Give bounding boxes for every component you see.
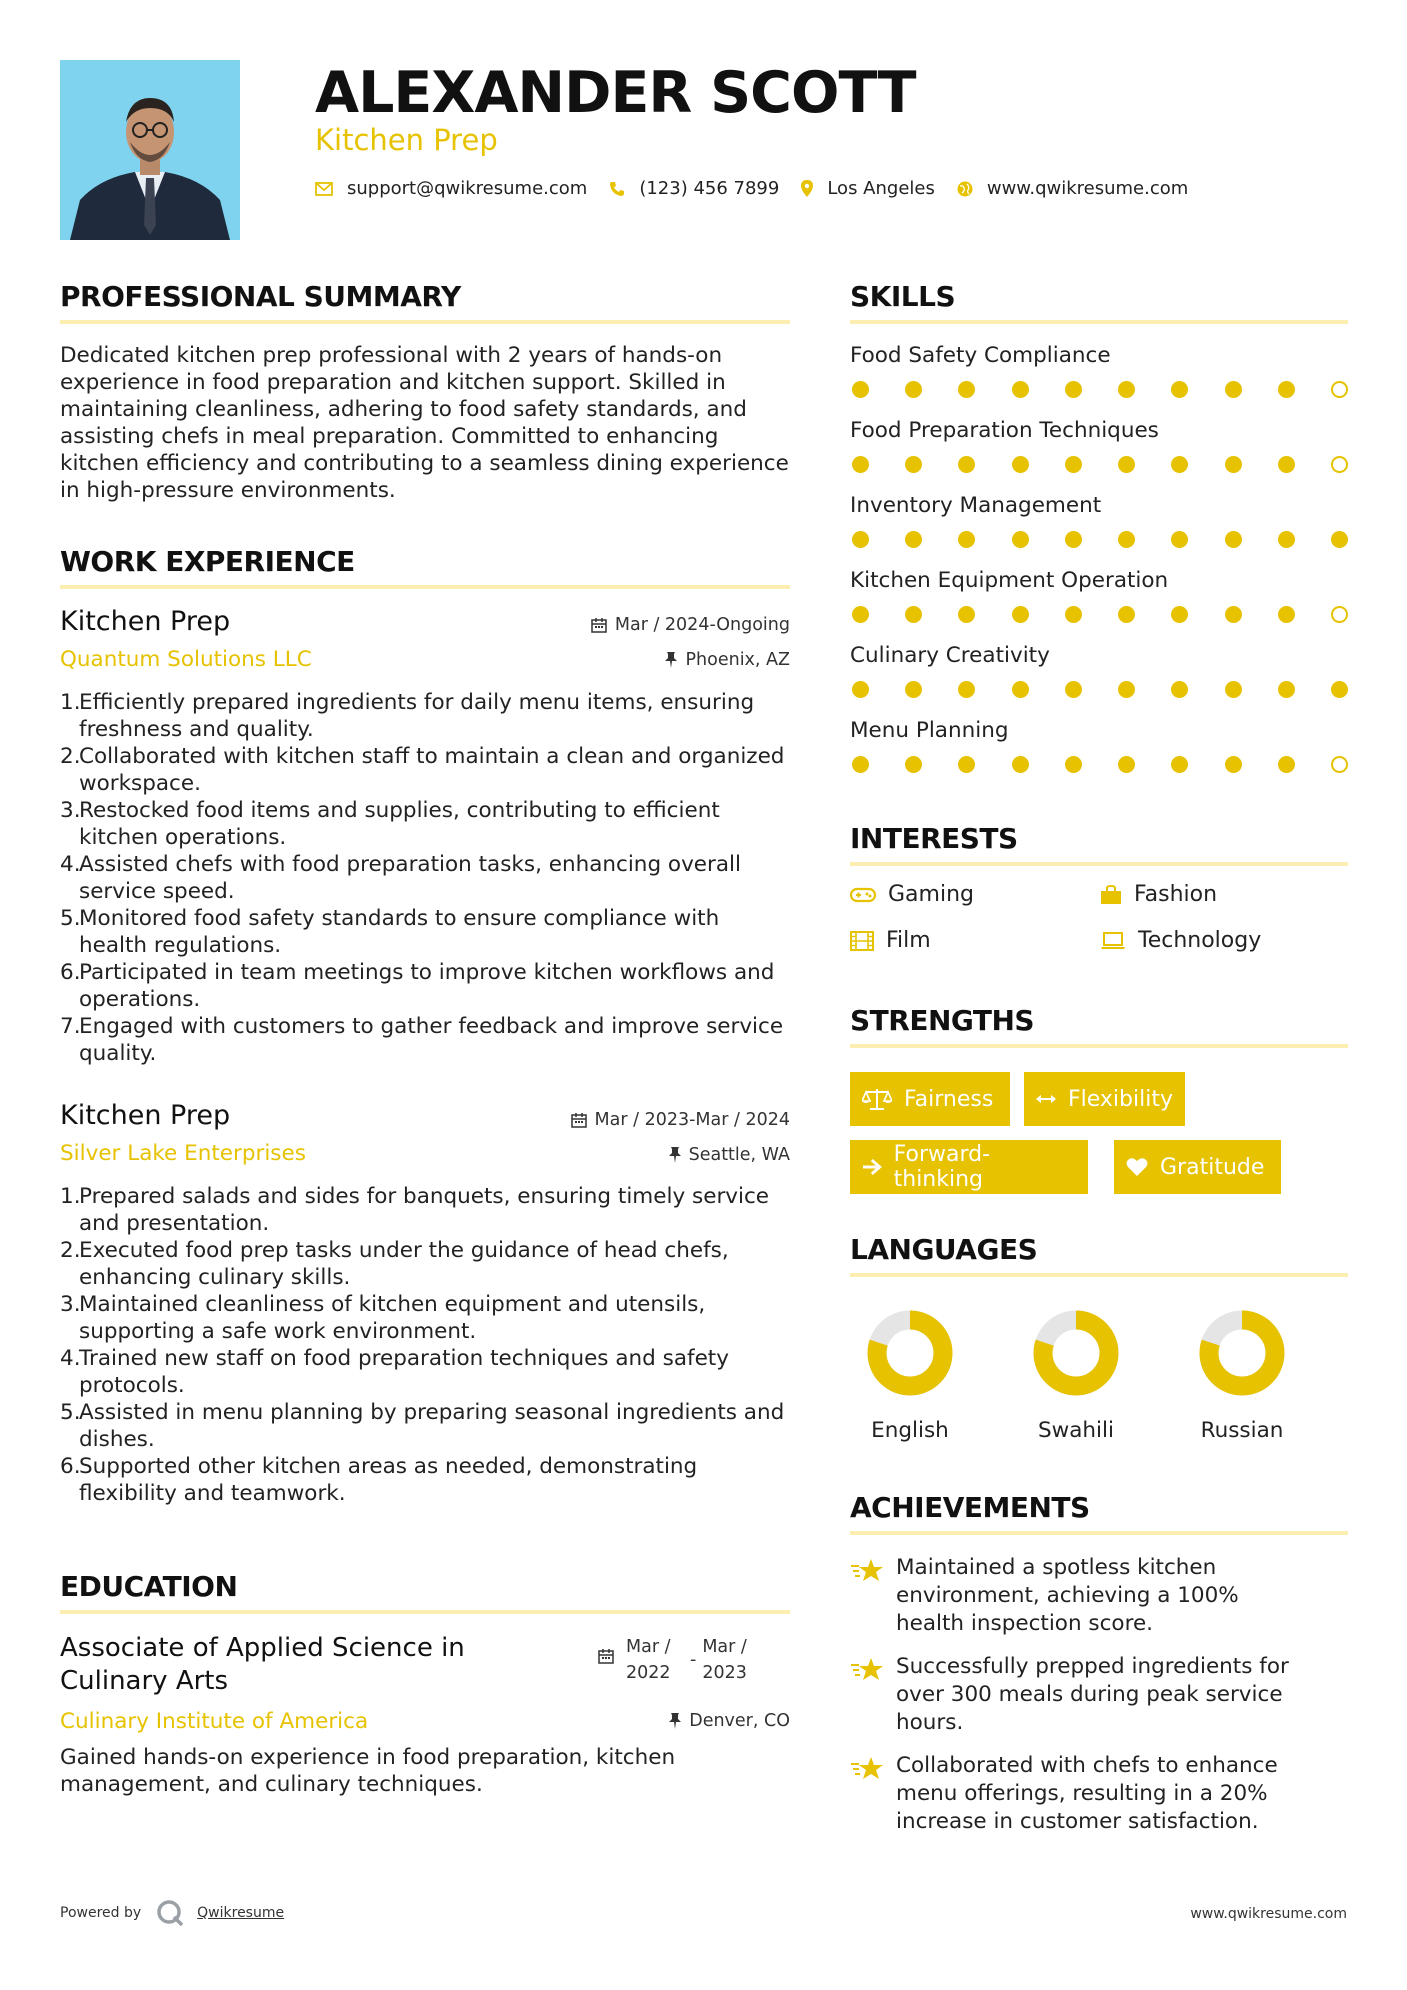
job-2-company: Silver Lake Enterprises bbox=[60, 1141, 306, 1166]
skills-heading: SKILLS bbox=[850, 280, 956, 313]
rating-dot-empty bbox=[1331, 381, 1348, 398]
rating-dot-filled bbox=[1065, 756, 1082, 773]
rating-dot-empty bbox=[1331, 456, 1348, 473]
footer-powered-by bbox=[60, 1898, 284, 1928]
rating-dot-filled bbox=[905, 381, 922, 398]
rating-dot-filled bbox=[905, 531, 922, 548]
interest-item bbox=[1100, 928, 1261, 953]
calendar-icon bbox=[598, 1648, 614, 1664]
strength-badge bbox=[1024, 1072, 1185, 1126]
location-text: Los Angeles bbox=[827, 178, 935, 199]
interests-heading: INTERESTS bbox=[850, 822, 1018, 855]
rating-dot-filled bbox=[1171, 381, 1188, 398]
rating-dot-filled bbox=[1225, 681, 1242, 698]
strength-label: Fairness bbox=[904, 1086, 994, 1112]
job-2-date bbox=[450, 1110, 790, 1130]
pushpin-icon bbox=[665, 652, 677, 668]
rating-dot-filled bbox=[1225, 756, 1242, 773]
rating-dot-filled bbox=[1331, 681, 1348, 698]
list-item: Efficiently prepared ingredients for daily menu items, ensuring freshness and quality. bbox=[79, 690, 755, 742]
candidate-name: ALEXANDER SCOTT bbox=[315, 60, 916, 126]
job-1-date-text: Mar / 2024-Ongoing bbox=[614, 615, 790, 635]
interests-rule bbox=[850, 862, 1348, 866]
rating-dot-filled bbox=[1118, 756, 1135, 773]
qwikresume-link[interactable]: Qwikresume bbox=[197, 1905, 285, 1921]
rating-dot-filled bbox=[1225, 531, 1242, 548]
strength-badge bbox=[850, 1140, 1088, 1194]
rating-dot-filled bbox=[852, 756, 869, 773]
film-icon bbox=[850, 931, 874, 951]
education-description: Gained hands-on experience in food preparation, kitchen management, and culinary techniques. bbox=[60, 1745, 676, 1797]
rating-dot-filled bbox=[1225, 456, 1242, 473]
list-item: Assisted in menu planning by preparing seasonal ingredients and dishes. bbox=[79, 1400, 785, 1452]
website-text: www.qwikresume.com bbox=[986, 178, 1189, 199]
skill-rating bbox=[852, 531, 1348, 548]
list-item: Maintained cleanliness of kitchen equipment and utensils, supporting a safe work environment. bbox=[79, 1292, 706, 1344]
achievement-item bbox=[850, 1752, 1310, 1836]
rating-dot-filled bbox=[1171, 756, 1188, 773]
list-item: Monitored food safety standards to ensure compliance with health regulations. bbox=[79, 906, 720, 958]
rating-dot-filled bbox=[1012, 681, 1029, 698]
arrow-right-icon bbox=[862, 1158, 882, 1176]
rating-dot-filled bbox=[958, 531, 975, 548]
skill-rating bbox=[852, 681, 1348, 698]
language-item bbox=[1182, 1310, 1302, 1443]
footer-url[interactable]: www.qwikresume.com bbox=[1190, 1906, 1347, 1922]
rating-dot-filled bbox=[1012, 606, 1029, 623]
list-item: Restocked food items and supplies, contributing to efficient kitchen operations. bbox=[79, 798, 720, 850]
rating-dot-filled bbox=[1278, 681, 1295, 698]
rating-dot-filled bbox=[1118, 681, 1135, 698]
rating-dot-filled bbox=[1331, 531, 1348, 548]
achievements-rule bbox=[850, 1531, 1348, 1535]
job-2-bullets bbox=[60, 1183, 790, 1507]
achievement-text: Maintained a spotless kitchen environment, achieving a 100% health inspection score. bbox=[896, 1555, 1239, 1636]
rating-dot-filled bbox=[1278, 756, 1295, 773]
strength-label: Gratitude bbox=[1160, 1154, 1265, 1180]
strength-badge bbox=[1114, 1140, 1281, 1194]
date-separator: - bbox=[690, 1650, 697, 1670]
language-donut bbox=[1199, 1310, 1285, 1396]
rating-dot-filled bbox=[1278, 606, 1295, 623]
work-rule bbox=[60, 585, 790, 589]
interest-label: Technology bbox=[1138, 928, 1262, 953]
education-location-text: Denver, CO bbox=[689, 1711, 790, 1731]
phone-icon bbox=[609, 181, 625, 197]
summary-heading: PROFESSIONAL SUMMARY bbox=[60, 280, 461, 313]
work-heading: WORK EXPERIENCE bbox=[60, 545, 355, 578]
rating-dot-filled bbox=[1171, 531, 1188, 548]
education-degree: Associate of Applied Science in Culinary Arts bbox=[60, 1633, 465, 1696]
contact-location bbox=[801, 178, 935, 199]
globe-icon bbox=[957, 181, 973, 197]
summary-text: Dedicated kitchen prep professional with 2 years of hands-on experience in food preparation and kitchen support. Skilled in maintaining cleanliness, adhering to food safety standards, and assisting chefs in meal preparation. Committed to enhancing kitchen efficiency and contributing to a seamless dining experience in high-pressure environments. bbox=[60, 343, 789, 503]
rating-dot-filled bbox=[1118, 381, 1135, 398]
languages-heading: LANGUAGES bbox=[850, 1233, 1038, 1266]
rating-dot-filled bbox=[1118, 456, 1135, 473]
language-donut bbox=[867, 1310, 953, 1396]
calendar-icon bbox=[571, 1112, 587, 1128]
rating-dot-filled bbox=[958, 606, 975, 623]
heart-icon bbox=[1126, 1157, 1148, 1177]
interest-item bbox=[850, 882, 974, 907]
language-name: Swahili bbox=[1038, 1418, 1114, 1443]
rating-dot-filled bbox=[1278, 531, 1295, 548]
rating-dot-filled bbox=[852, 531, 869, 548]
gamepad-icon bbox=[850, 887, 876, 903]
languages-rule bbox=[850, 1273, 1348, 1277]
contact-phone[interactable] bbox=[609, 178, 779, 199]
qwikresume-logo-icon bbox=[155, 1898, 185, 1928]
language-donut bbox=[1033, 1310, 1119, 1396]
list-item: Executed food prep tasks under the guidance of head chefs, enhancing culinary skills. bbox=[79, 1238, 729, 1290]
email-text: support@qwikresume.com bbox=[347, 178, 588, 199]
rating-dot-filled bbox=[1012, 531, 1029, 548]
list-item: Assisted chefs with food preparation tasks, enhancing overall service speed. bbox=[79, 852, 741, 904]
balance-scale-icon bbox=[862, 1088, 892, 1110]
rating-dot-filled bbox=[852, 606, 869, 623]
job-1-title: Kitchen Prep bbox=[60, 606, 231, 637]
interest-label: Gaming bbox=[888, 882, 974, 907]
rating-dot-filled bbox=[852, 681, 869, 698]
profile-photo bbox=[60, 60, 240, 240]
rating-dot-filled bbox=[852, 381, 869, 398]
job-1-date bbox=[450, 615, 790, 635]
skill-name: Menu Planning bbox=[850, 718, 1009, 743]
list-item: Engaged with customers to gather feedback and improve service quality. bbox=[79, 1014, 784, 1066]
rating-dot-empty bbox=[1331, 606, 1348, 623]
rating-dot-filled bbox=[1012, 756, 1029, 773]
rating-dot-filled bbox=[1012, 456, 1029, 473]
rating-dot-filled bbox=[1065, 681, 1082, 698]
rating-dot-filled bbox=[1225, 606, 1242, 623]
language-item bbox=[850, 1310, 970, 1443]
bag-icon bbox=[1100, 885, 1122, 905]
skill-name: Food Preparation Techniques bbox=[850, 418, 1159, 443]
skill-name: Food Safety Compliance bbox=[850, 343, 1111, 368]
skill-name: Culinary Creativity bbox=[850, 643, 1050, 668]
rating-dot-filled bbox=[1225, 381, 1242, 398]
job-1-location-text: Phoenix, AZ bbox=[685, 650, 790, 670]
job-2-location bbox=[450, 1145, 790, 1165]
rating-dot-filled bbox=[958, 381, 975, 398]
laptop-icon bbox=[1100, 932, 1126, 950]
interest-label: Film bbox=[886, 928, 931, 953]
rating-dot-filled bbox=[1118, 606, 1135, 623]
star-burst-icon bbox=[850, 1558, 884, 1584]
rating-dot-filled bbox=[1065, 606, 1082, 623]
rating-dot-filled bbox=[1171, 606, 1188, 623]
rating-dot-filled bbox=[958, 756, 975, 773]
skill-name: Kitchen Equipment Operation bbox=[850, 568, 1169, 593]
job-1-location bbox=[450, 650, 790, 670]
rating-dot-filled bbox=[905, 606, 922, 623]
skill-rating bbox=[852, 606, 1348, 623]
job-2-location-text: Seattle, WA bbox=[688, 1145, 790, 1165]
rating-dot-filled bbox=[905, 756, 922, 773]
strengths-heading: STRENGTHS bbox=[850, 1004, 1035, 1037]
job-2-title: Kitchen Prep bbox=[60, 1100, 231, 1131]
contact-bar bbox=[315, 178, 1210, 199]
skill-rating bbox=[852, 381, 1348, 398]
summary-rule bbox=[60, 320, 790, 324]
skill-name: Inventory Management bbox=[850, 493, 1102, 518]
rating-dot-filled bbox=[1171, 681, 1188, 698]
education-heading: EDUCATION bbox=[60, 1570, 238, 1603]
rating-dot-filled bbox=[958, 456, 975, 473]
arrows-horizontal-icon bbox=[1036, 1092, 1056, 1106]
star-burst-icon bbox=[850, 1657, 884, 1683]
rating-dot-filled bbox=[852, 456, 869, 473]
education-date-end: Mar / 2023 bbox=[702, 1637, 747, 1683]
rating-dot-filled bbox=[1065, 531, 1082, 548]
rating-dot-filled bbox=[958, 681, 975, 698]
rating-dot-filled bbox=[905, 456, 922, 473]
achievement-text: Collaborated with chefs to enhance menu offerings, resulting in a 20% increase in customer satisfaction. bbox=[896, 1753, 1278, 1834]
pushpin-icon bbox=[669, 1713, 681, 1729]
rating-dot-filled bbox=[1065, 456, 1082, 473]
map-pin-icon bbox=[801, 180, 813, 197]
contact-email[interactable] bbox=[315, 178, 587, 199]
list-item: Participated in team meetings to improve kitchen workflows and operations. bbox=[79, 960, 775, 1012]
contact-website[interactable] bbox=[957, 178, 1188, 199]
list-item: Prepared salads and sides for banquets, ensuring timely service and presentation. bbox=[79, 1184, 770, 1236]
job-1-bullets bbox=[60, 689, 790, 1067]
rating-dot-filled bbox=[1118, 531, 1135, 548]
interest-item bbox=[1100, 882, 1217, 907]
rating-dot-filled bbox=[1065, 381, 1082, 398]
rating-dot-filled bbox=[1171, 456, 1188, 473]
envelope-icon bbox=[315, 182, 333, 196]
skills-rule bbox=[850, 320, 1348, 324]
language-name: Russian bbox=[1200, 1418, 1284, 1443]
rating-dot-empty bbox=[1331, 756, 1348, 773]
skill-rating bbox=[852, 456, 1348, 473]
list-item: Trained new staff on food preparation techniques and safety protocols. bbox=[79, 1346, 729, 1398]
phone-text: (123) 456 7899 bbox=[639, 178, 780, 199]
strength-badge bbox=[850, 1072, 1010, 1126]
education-school: Culinary Institute of America bbox=[60, 1709, 369, 1734]
education-location bbox=[450, 1711, 790, 1731]
education-date-start: Mar / 2022 bbox=[626, 1637, 671, 1683]
achievement-text: Successfully prepped ingredients for over 300 meals during peak service hours. bbox=[896, 1654, 1289, 1735]
strengths-rule bbox=[850, 1044, 1348, 1048]
rating-dot-filled bbox=[1012, 381, 1029, 398]
powered-by-text: Powered by bbox=[60, 1905, 142, 1921]
rating-dot-filled bbox=[1278, 381, 1295, 398]
strength-label: Flexibility bbox=[1068, 1086, 1173, 1112]
interest-label: Fashion bbox=[1134, 882, 1218, 907]
rating-dot-filled bbox=[905, 681, 922, 698]
star-burst-icon bbox=[850, 1756, 884, 1782]
rating-dot-filled bbox=[1278, 456, 1295, 473]
language-item bbox=[1016, 1310, 1136, 1443]
job-1-company: Quantum Solutions LLC bbox=[60, 647, 312, 672]
achievement-item bbox=[850, 1554, 1310, 1638]
calendar-icon bbox=[591, 617, 607, 633]
interest-item bbox=[850, 928, 931, 953]
education-rule bbox=[60, 1610, 790, 1614]
job-2-date-text: Mar / 2023-Mar / 2024 bbox=[594, 1110, 790, 1130]
language-name: English bbox=[871, 1418, 949, 1443]
list-item: Collaborated with kitchen staff to maintain a clean and organized workspace. bbox=[79, 744, 785, 796]
achievement-item bbox=[850, 1653, 1310, 1737]
achievements-heading: ACHIEVEMENTS bbox=[850, 1491, 1090, 1524]
strength-label: Forward-thinking bbox=[893, 1142, 991, 1192]
list-item: Supported other kitchen areas as needed, demonstrating flexibility and teamwork. bbox=[79, 1454, 698, 1506]
skill-rating bbox=[852, 756, 1348, 773]
candidate-title: Kitchen Prep bbox=[315, 123, 498, 157]
pushpin-icon bbox=[669, 1147, 681, 1163]
education-dates bbox=[598, 1634, 798, 1686]
